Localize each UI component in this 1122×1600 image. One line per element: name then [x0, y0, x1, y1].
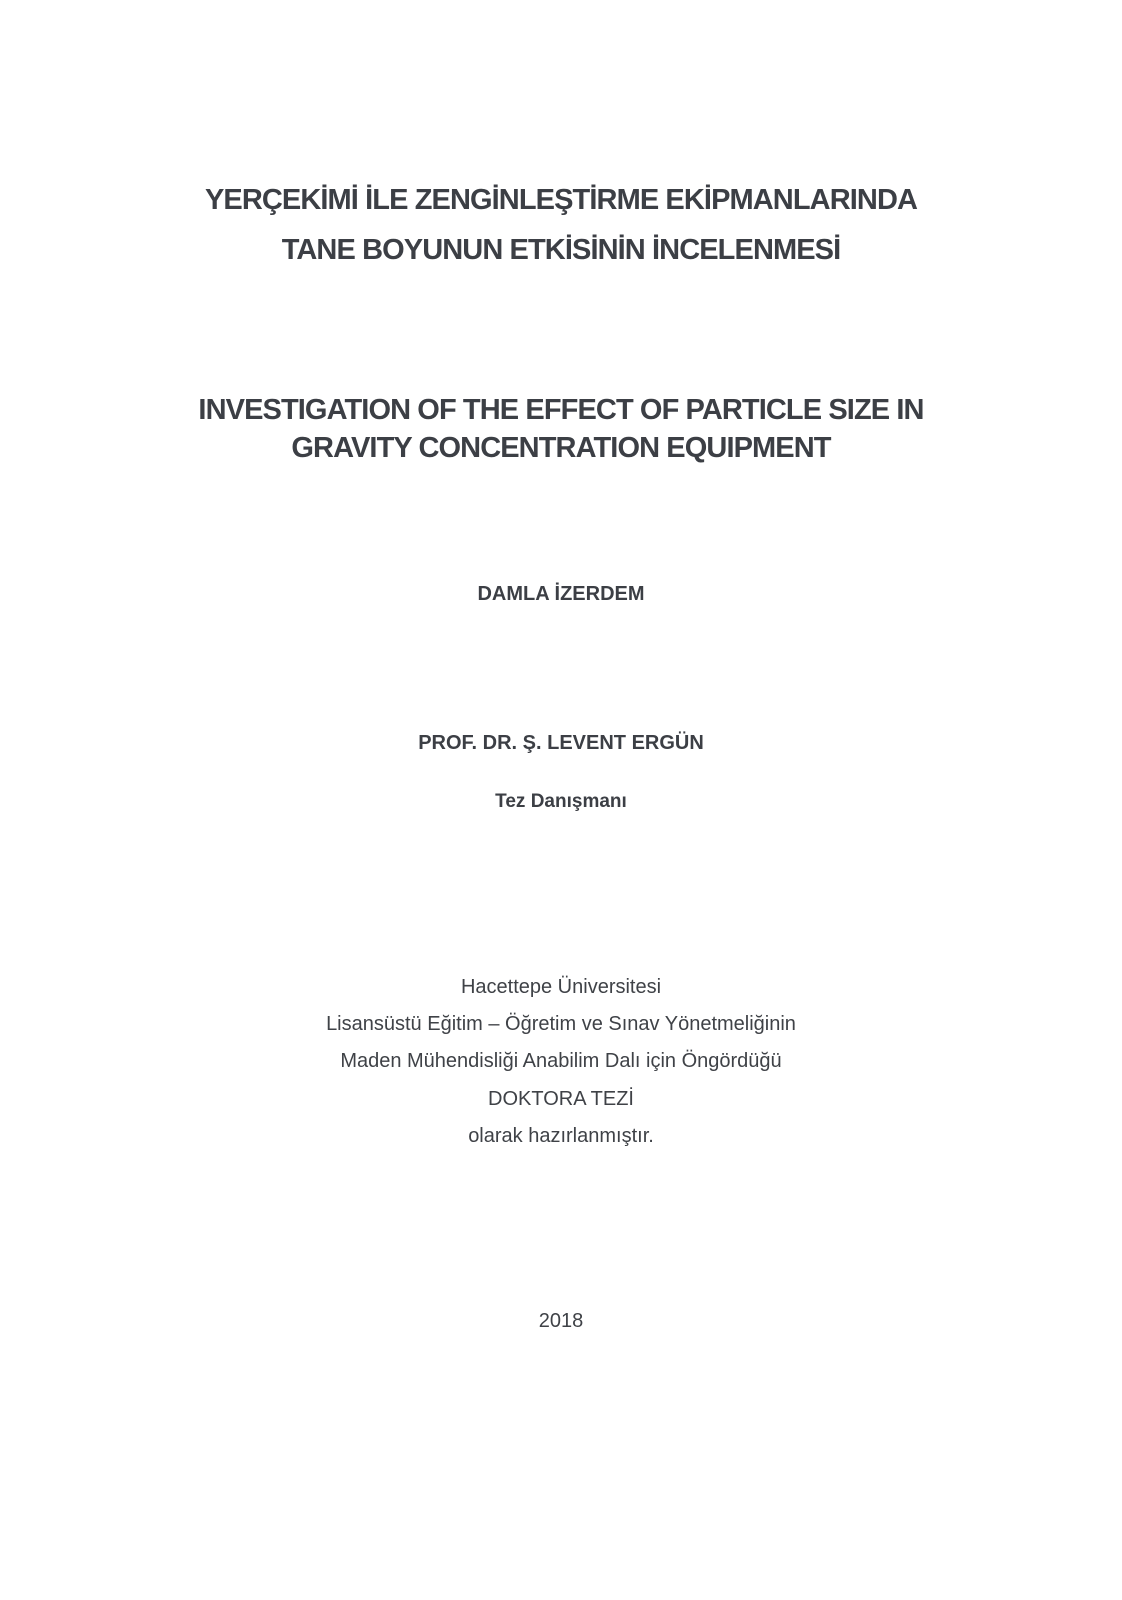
- statement-line-4: DOKTORA TEZİ: [488, 1088, 634, 1110]
- english-title-line-2: GRAVITY CONCENTRATION EQUIPMENT: [291, 432, 831, 464]
- turkish-title-line-1: YERÇEKİMİ İLE ZENGİNLEŞTİRME EKİPMANLARINDA: [204, 184, 918, 216]
- advisor-name: PROF. DR. Ş. LEVENT ERGÜN: [418, 732, 704, 754]
- advisor-role: Tez Danışmanı: [495, 791, 627, 812]
- author-name: DAMLA İZERDEM: [477, 583, 645, 605]
- statement-line-3: Maden Mühendisliği Anabilim Dalı için Öngördüğü: [340, 1050, 782, 1072]
- turkish-title-line-2: TANE BOYUNUN ETKİSİNİN İNCELENMESİ: [281, 234, 841, 266]
- statement-line-2: Lisansüstü Eğitim – Öğretim ve Sınav Yönetmeliğinin: [326, 1013, 796, 1035]
- statement-line-5: olarak hazırlanmıştır.: [468, 1125, 654, 1147]
- thesis-year: 2018: [538, 1310, 584, 1332]
- statement-line-1: Hacettepe Üniversitesi: [460, 976, 662, 998]
- english-title-line-1: INVESTIGATION OF THE EFFECT OF PARTICLE SIZE IN: [198, 394, 924, 426]
